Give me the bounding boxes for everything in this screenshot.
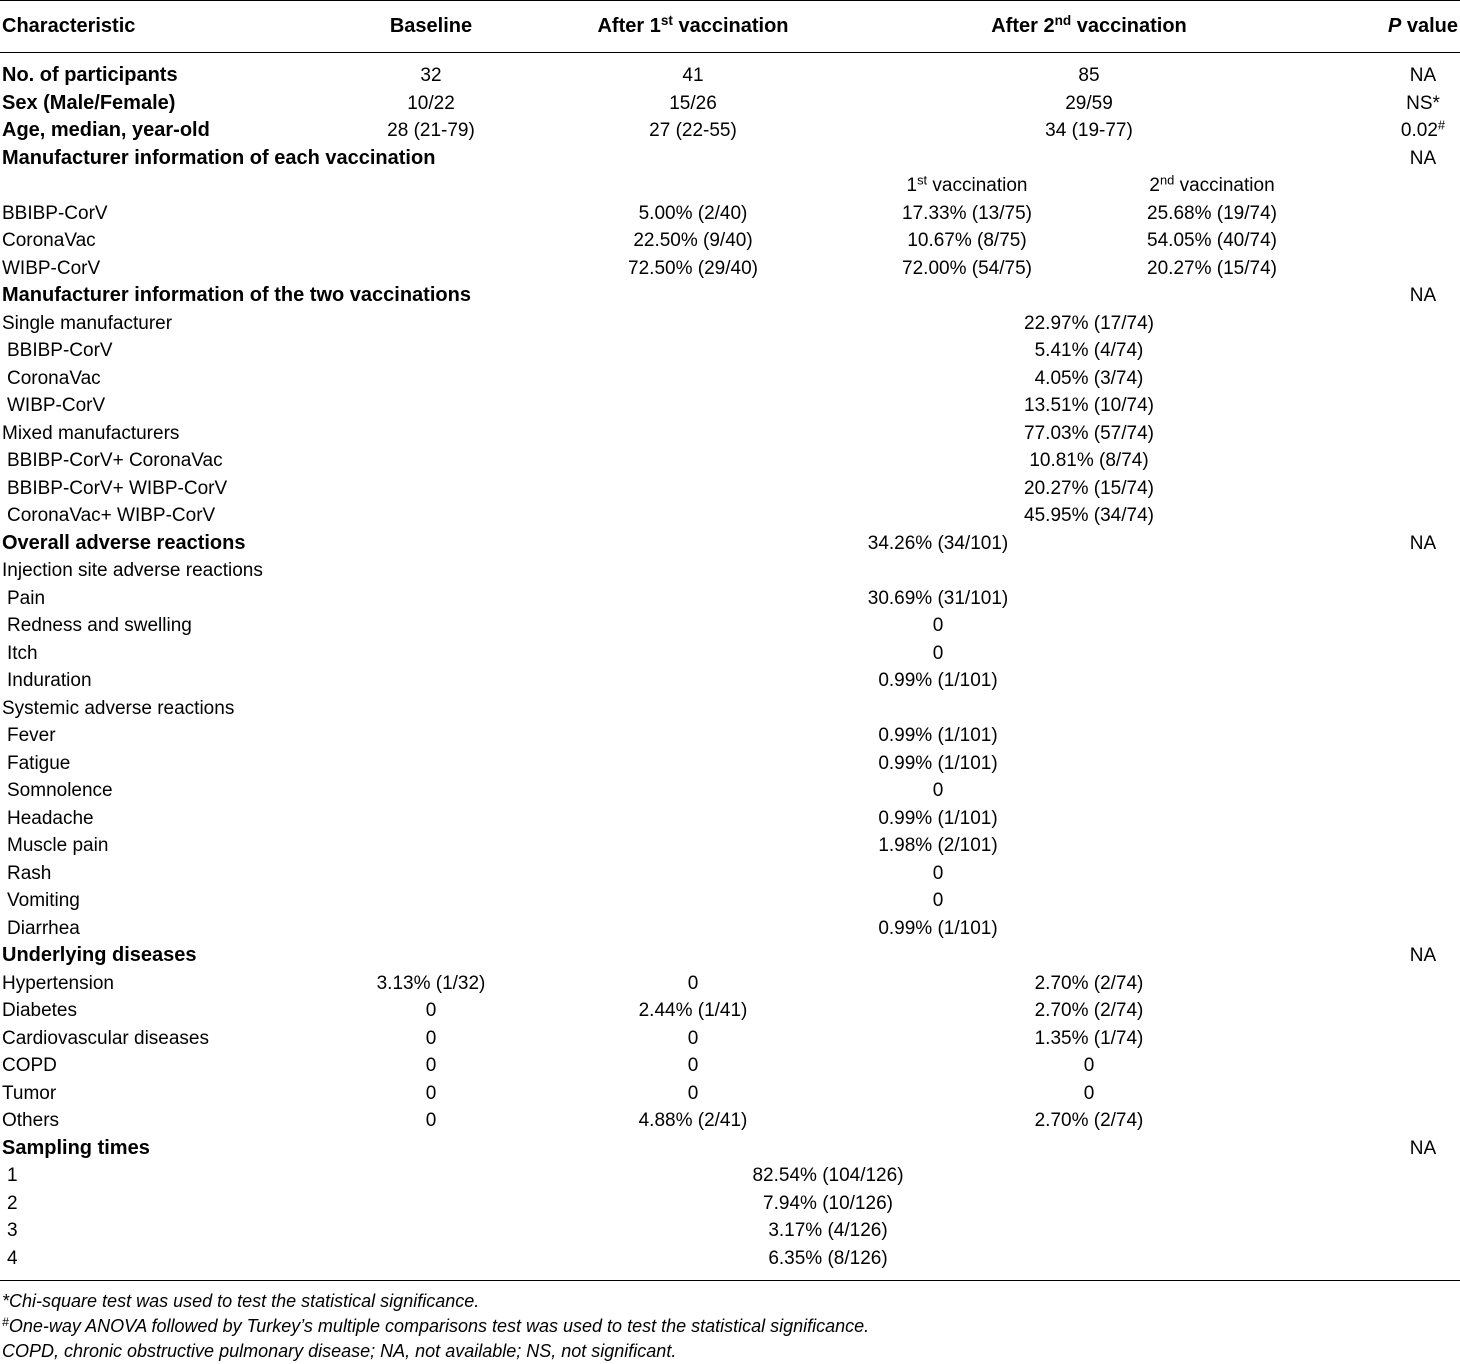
row-label: BBIBP-CorV	[2, 202, 108, 224]
section-heading: Manufacturer information of the two vaccinations	[2, 284, 471, 306]
row-label: Headache	[7, 807, 94, 829]
row-label: Tumor	[2, 1082, 57, 1104]
section-heading: Age, median, year-old	[2, 119, 210, 141]
cell-after1: 72.50% (29/40)	[628, 257, 758, 279]
footnote-text: One-way ANOVA followed by Turkey’s multiple comparisons test was used to test the statistical significance.	[8, 1316, 870, 1336]
row-label: Somnolence	[7, 780, 113, 801]
row-label: Hypertension	[2, 972, 114, 994]
cell-baseline: 28 (21-79)	[387, 120, 475, 141]
table-row	[0, 337, 1460, 365]
cell-after2: 29/59	[1065, 92, 1113, 114]
footnote-mark: #	[2, 1314, 9, 1329]
row-label: 2	[7, 1192, 18, 1214]
footnote-text: Chi-square test was used to test the statistical significance.	[9, 1291, 480, 1311]
cell-after1: 22.50% (9/40)	[633, 230, 753, 251]
row-label: Single manufacturer	[2, 312, 173, 334]
cell-pvalue	[1401, 117, 1445, 145]
header-text: value	[1401, 15, 1459, 37]
cell-after2: 34 (19-77)	[1045, 120, 1133, 141]
cell-vaccinations: 0.99% (1/101)	[878, 917, 998, 939]
cell-dose1: 72.00% (54/75)	[902, 257, 1032, 279]
row-label: Itch	[7, 642, 38, 664]
cell-after2: 2.70% (2/74)	[1034, 1000, 1144, 1021]
cell-after2: 1.35% (1/74)	[1034, 1027, 1144, 1049]
cell-after2: 4.05% (3/74)	[1034, 367, 1144, 389]
table-bottom-rule	[0, 1280, 1460, 1281]
header-after-second-vaccination	[991, 0, 1187, 52]
cell-vaccinations: 0.99% (1/101)	[878, 807, 998, 829]
row-label: BBIBP-CorV+ WIBP-CorV	[7, 477, 228, 499]
row-label: Fever	[7, 725, 56, 746]
cell-after1: 0	[687, 1082, 699, 1104]
cell-after1: 0	[687, 1055, 699, 1076]
cell-after2: 0	[1083, 1082, 1095, 1104]
cell-pvalue: NS*	[1406, 92, 1440, 114]
cell-baseline: 32	[420, 65, 442, 86]
table-row	[0, 942, 1460, 970]
cell-after2: 45.95% (34/74)	[1024, 505, 1154, 526]
header-text-italic: P	[1387, 15, 1402, 37]
cell-after1: 2.44% (1/41)	[638, 1000, 748, 1021]
table-row	[0, 145, 1460, 173]
table-row	[0, 282, 1460, 310]
table-row	[0, 310, 1460, 338]
row-label: BBIBP-CorV+ CoronaVac	[7, 450, 223, 471]
superscript: nd	[1159, 172, 1175, 188]
table-row	[0, 255, 1460, 283]
cell-after2: 5.41% (4/74)	[1034, 340, 1144, 361]
table-row	[0, 557, 1460, 585]
cell-dose2: 20.27% (15/74)	[1147, 257, 1277, 279]
table-row	[0, 722, 1460, 750]
cell-after2: 10.81% (8/74)	[1029, 450, 1149, 471]
table-row	[0, 365, 1460, 393]
cell-text: 0.02	[1400, 120, 1438, 141]
table-row	[0, 62, 1460, 90]
row-label: Fatigue	[7, 752, 71, 774]
section-heading: Sampling times	[2, 1136, 150, 1159]
footnote-anova	[2, 1314, 869, 1339]
cell-dose1: 17.33% (13/75)	[902, 202, 1032, 224]
header-after-first-vaccination	[597, 0, 788, 52]
cell-dose2: 25.68% (19/74)	[1147, 202, 1277, 224]
cell-vaccinations: 1.98% (2/101)	[878, 835, 998, 856]
table-row	[0, 585, 1460, 613]
cell-after2: 85	[1078, 65, 1100, 86]
cell-baseline: 0	[425, 1027, 437, 1049]
cell-baseline: 0	[425, 1110, 437, 1131]
footnote-mark: *	[2, 1291, 10, 1311]
section-heading: No. of participants	[2, 64, 178, 86]
cell-text: 2	[1149, 175, 1160, 196]
table-row	[0, 667, 1460, 695]
table-row	[0, 640, 1460, 668]
table-row	[0, 447, 1460, 475]
table-row	[0, 1135, 1460, 1163]
cell-vaccinations: 0	[932, 615, 944, 636]
cell-after1: 41	[682, 65, 704, 86]
table-row	[0, 1107, 1460, 1135]
section-heading: Sex (Male/Female)	[2, 91, 176, 114]
cell-after2: 77.03% (57/74)	[1024, 422, 1154, 444]
table-row	[0, 1190, 1460, 1218]
table-row	[0, 172, 1460, 200]
header-text: After 2	[991, 15, 1055, 37]
cell-baseline: 3.13% (1/32)	[376, 972, 486, 994]
superscript: nd	[1054, 13, 1072, 29]
cell-after1: 27 (22-55)	[649, 120, 737, 141]
table-row	[0, 970, 1460, 998]
cell-vaccinations: 0	[932, 642, 944, 664]
row-label: Mixed manufacturers	[2, 422, 180, 444]
row-label: Muscle pain	[7, 835, 109, 856]
table-header-rule	[0, 52, 1460, 53]
table-row	[0, 530, 1460, 558]
row-label: COPD	[2, 1055, 57, 1076]
table-row	[0, 1217, 1460, 1245]
cell-pvalue: NA	[1409, 1137, 1437, 1159]
cell-pvalue: NA	[1409, 285, 1437, 306]
table-row	[0, 832, 1460, 860]
table-row	[0, 915, 1460, 943]
table-row	[0, 200, 1460, 228]
row-label: Others	[2, 1110, 60, 1131]
table-row	[0, 695, 1460, 723]
cell-vaccinations: 0	[932, 780, 944, 801]
header-text: vaccination	[1071, 15, 1187, 37]
row-label: 3	[7, 1220, 18, 1241]
row-label: Diabetes	[2, 1000, 77, 1021]
row-label: Induration	[7, 670, 92, 691]
row-label: Systemic adverse reactions	[2, 697, 235, 719]
cell-after2: 2.70% (2/74)	[1034, 1110, 1144, 1131]
cell-after1: 5.00% (2/40)	[638, 202, 748, 224]
cell-after2: 22.97% (17/74)	[1024, 312, 1154, 334]
table-row	[0, 502, 1460, 530]
table-row	[0, 475, 1460, 503]
row-label: 1	[7, 1165, 18, 1186]
row-label: 4	[7, 1247, 18, 1269]
cell-vaccinations: 0	[932, 862, 944, 884]
table-row	[0, 887, 1460, 915]
row-label: WIBP-CorV	[2, 257, 101, 279]
cell-dose1: 10.67% (8/75)	[907, 230, 1027, 251]
cell-baseline: 10/22	[407, 92, 455, 114]
cell-vaccinations: 0	[932, 890, 944, 911]
table-row	[0, 1052, 1460, 1080]
row-label: Redness and swelling	[7, 615, 192, 636]
cell-vaccinations: 0.99% (1/101)	[878, 752, 998, 774]
cell-after1: 4.88% (2/41)	[638, 1110, 748, 1131]
cell-all-groups: 82.54% (104/126)	[752, 1165, 904, 1186]
table-row	[0, 420, 1460, 448]
cell-vaccinations: 30.69% (31/101)	[867, 587, 1009, 609]
header-baseline: Baseline	[389, 15, 473, 37]
row-label: BBIBP-CorV	[7, 340, 113, 361]
table-row	[0, 750, 1460, 778]
table-row	[0, 90, 1460, 118]
row-label: WIBP-CorV	[7, 395, 106, 416]
cell-baseline: 0	[425, 1000, 437, 1021]
cell-text: vaccination	[1174, 175, 1275, 196]
row-label: Diarrhea	[7, 917, 80, 939]
cell-after1: 0	[687, 972, 699, 994]
row-label: Pain	[7, 587, 46, 609]
cell-pvalue: NA	[1409, 147, 1437, 169]
header-text: vaccination	[672, 15, 789, 37]
row-label: Vomiting	[7, 890, 80, 911]
cell-text: 1	[906, 175, 918, 196]
cell-vaccinations: 0.99% (1/101)	[878, 725, 998, 746]
cell-dose2: 54.05% (40/74)	[1147, 230, 1277, 251]
table-row	[0, 860, 1460, 888]
cell-pvalue: NA	[1409, 945, 1437, 966]
table-header	[0, 0, 1460, 52]
table-footnotes	[2, 1289, 869, 1364]
footnote-chi-square	[2, 1289, 869, 1314]
table-row	[0, 997, 1460, 1025]
section-heading: Overall adverse reactions	[2, 531, 246, 554]
row-label: Cardiovascular diseases	[2, 1027, 209, 1049]
cell-after2: 13.51% (10/74)	[1024, 395, 1154, 416]
table-row	[0, 392, 1460, 420]
header-p-value	[1388, 0, 1458, 52]
superscript: #	[1437, 117, 1446, 133]
row-label: CoronaVac	[7, 367, 101, 389]
table-body	[0, 62, 1460, 1272]
table-row	[0, 805, 1460, 833]
row-label: CoronaVac	[2, 230, 96, 251]
table-row	[0, 1025, 1460, 1053]
cell-dose2	[1149, 172, 1274, 200]
cell-after2: 20.27% (15/74)	[1024, 477, 1154, 499]
row-label: Injection site adverse reactions	[2, 560, 263, 581]
footnote-text: COPD, chronic obstructive pulmonary disease; NA, not available; NS, not significant.	[2, 1341, 677, 1361]
header-text: After 1	[597, 15, 661, 37]
table-row	[0, 612, 1460, 640]
superscript: st	[660, 13, 673, 29]
cell-after1: 0	[687, 1027, 699, 1049]
table-row	[0, 117, 1460, 145]
cell-after2: 0	[1083, 1055, 1095, 1076]
cell-vaccinations: 34.26% (34/101)	[867, 532, 1009, 554]
cell-all-groups: 3.17% (4/126)	[768, 1220, 888, 1241]
cell-after1: 15/26	[669, 92, 717, 114]
table-row	[0, 1162, 1460, 1190]
cell-pvalue: NA	[1409, 65, 1437, 86]
cell-baseline: 0	[425, 1055, 437, 1076]
cell-vaccinations: 0.99% (1/101)	[878, 670, 998, 691]
row-label: CoronaVac+ WIBP-CorV	[7, 505, 216, 526]
cell-after2: 2.70% (2/74)	[1034, 972, 1144, 994]
row-label: Rash	[7, 862, 52, 884]
header-characteristic: Characteristic	[2, 15, 136, 37]
table-row	[0, 1245, 1460, 1273]
cell-text: vaccination	[927, 175, 1028, 196]
cell-all-groups: 7.94% (10/126)	[763, 1192, 893, 1214]
cell-dose1	[907, 172, 1028, 200]
table-row	[0, 777, 1460, 805]
section-heading: Manufacturer information of each vaccination	[2, 146, 436, 169]
table-row	[0, 227, 1460, 255]
cell-baseline: 0	[425, 1082, 437, 1104]
table-row	[0, 1080, 1460, 1108]
superscript: st	[917, 172, 928, 188]
cell-all-groups: 6.35% (8/126)	[768, 1247, 888, 1269]
cell-pvalue: NA	[1409, 532, 1437, 554]
section-heading: Underlying diseases	[2, 944, 197, 966]
footnote-abbreviations	[2, 1339, 869, 1364]
